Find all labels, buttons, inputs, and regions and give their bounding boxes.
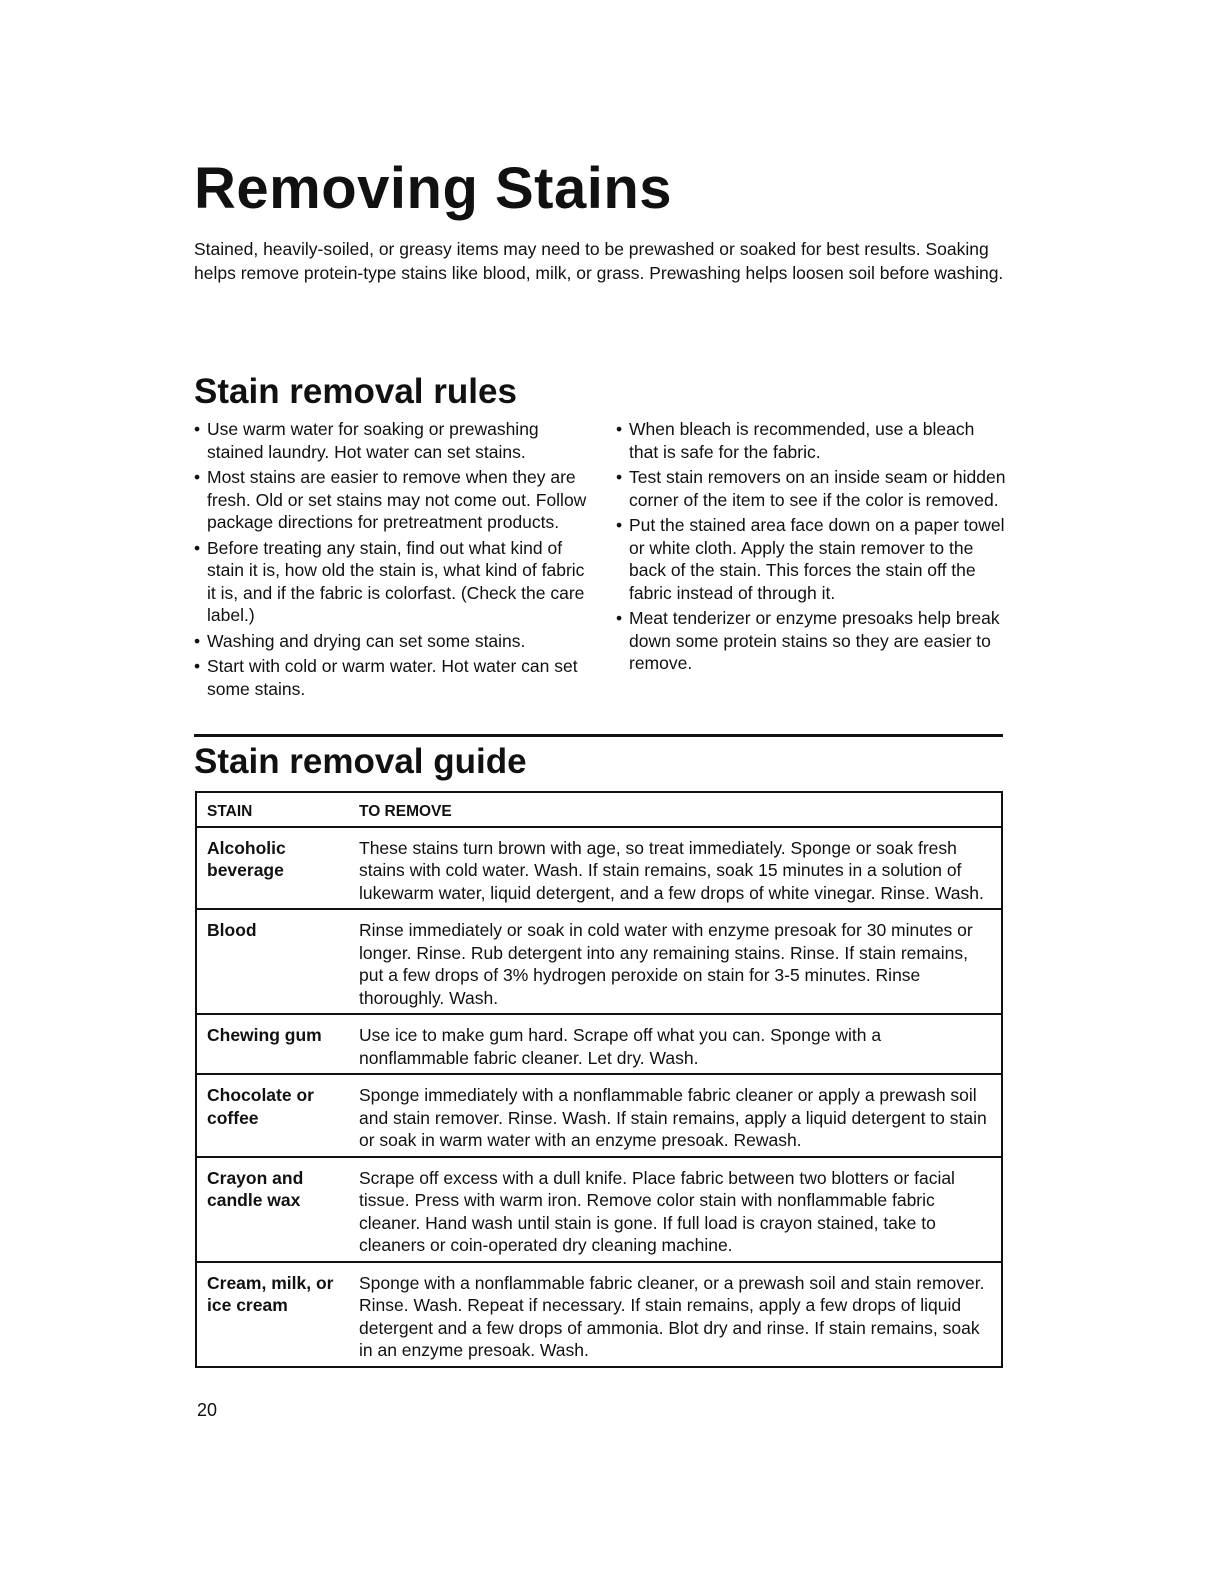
rules-left-list [194, 418, 594, 703]
bullet-icon: • [194, 537, 201, 558]
remove-cell: Use ice to make gum hard. Scrape off what you can. Sponge with a nonflammable fabric cleaner. Let dry. Wash. [353, 1014, 1002, 1074]
guide-heading: Stain removal guide [194, 742, 527, 781]
stain-guide-table [195, 791, 1003, 1368]
rules-right-list [616, 418, 1008, 678]
bullet-icon: • [616, 467, 623, 487]
list-item-text: Most stains are easier to remove when they are fresh. Old or set stains may not come out. Follow package directions for pretreatment products. [207, 467, 587, 532]
table-row [196, 909, 1002, 1014]
rules-heading: Stain removal rules [194, 372, 517, 411]
list-item [616, 466, 1008, 511]
stain-cell: Cream, milk, or ice cream [196, 1262, 353, 1367]
table-row [196, 1262, 1002, 1367]
remove-cell: Sponge immediately with a nonflammable fabric cleaner or apply a prewash soil and stain remover. Rinse. Wash. If stain remains, apply a liquid detergent to stain or soak in warm water with an enzyme presoak. Rewash. [353, 1074, 1002, 1157]
remove-cell: These stains turn brown with age, so treat immediately. Sponge or soak fresh stains with cold water. Wash. If stain remains, soak 15 minutes in a solution of lukewarm water, liquid detergent, and a few drops of white vinegar. Rinse. Wash. [353, 827, 1002, 910]
column-header-to-remove: TO REMOVE [353, 792, 1002, 827]
list-item [616, 607, 1008, 675]
list-item [194, 537, 594, 627]
table-row [196, 1157, 1002, 1262]
list-item-text: Test stain removers on an inside seam or hidden corner of the item to see if the color is removed. [629, 467, 1006, 510]
bullet-icon: • [616, 419, 623, 439]
stain-cell: Alcoholic beverage [196, 827, 353, 910]
list-item-text: Start with cold or warm water. Hot water can set some stains. [207, 656, 578, 699]
page-number: 20 [197, 1400, 218, 1420]
list-item [616, 514, 1008, 604]
stain-cell: Blood [196, 909, 353, 1014]
list-item-text: Meat tenderizer or enzyme presoaks help break down some protein stains so they are easier to remove. [629, 608, 1000, 673]
table-header-row [196, 792, 1002, 827]
bullet-icon: • [616, 608, 623, 628]
list-item-text: Use warm water for soaking or prewashing stained laundry. Hot water can set stains. [207, 419, 539, 462]
list-item [194, 655, 594, 700]
stain-cell: Chocolate or coffee [196, 1074, 353, 1157]
bullet-icon: • [616, 515, 623, 535]
list-item-text: When bleach is recommended, use a bleach that is safe for the fabric. [629, 419, 975, 462]
list-item [194, 466, 594, 534]
column-header-stain: STAIN [196, 792, 353, 827]
page-title: Removing Stains [194, 156, 673, 221]
bullet-icon: • [194, 419, 201, 439]
list-item [194, 418, 594, 463]
bullet-icon: • [194, 630, 201, 651]
list-item [616, 418, 1008, 463]
list-item-text: Before treating any stain, find out what kind of stain it is, how old the stain is, what kind of fabric it is, and if the fabric is colorfast. (Check the care label.) [207, 537, 585, 625]
table-row [196, 1014, 1002, 1074]
bullet-icon: • [194, 656, 201, 676]
stain-cell: Crayon and candle wax [196, 1157, 353, 1262]
list-item-text: Washing and drying can set some stains. [207, 630, 526, 651]
stain-cell: Chewing gum [196, 1014, 353, 1074]
remove-cell: Scrape off excess with a dull knife. Place fabric between two blotters or facial tissue. Press with warm iron. Remove color stain with nonflammable fabric cleaner. Hand wash until stain is gone. If full load is crayon stained, take to cleaners or coin-operated dry cleaning machine. [353, 1157, 1002, 1262]
list-item [194, 630, 594, 653]
remove-cell: Sponge with a nonflammable fabric cleaner, or a prewash soil and stain remover. Rinse. Wash. Repeat if necessary. If stain remains, apply a few drops of liquid detergent and a few drops of ammonia. Blot dry and rinse. If stain remains, soak in an enzyme presoak. Wash. [353, 1262, 1002, 1367]
section-divider [194, 734, 1003, 737]
table-row [196, 1074, 1002, 1157]
intro-paragraph: Stained, heavily-soiled, or greasy items may need to be prewashed or soaked for best results. Soaking helps remove protein-type stains like blood, milk, or grass. Prewashing helps loosen soil before washing. [194, 239, 1004, 283]
table-row [196, 827, 1002, 910]
list-item-text: Put the stained area face down on a paper towel or white cloth. Apply the stain remover to the back of the stain. This forces the stain off the fabric instead of through it. [629, 515, 1005, 603]
bullet-icon: • [194, 467, 201, 487]
remove-cell: Rinse immediately or soak in cold water with enzyme presoak for 30 minutes or longer. Rinse. Rub detergent into any remaining stains. Rinse. If stain remains, put a few drops of 3% hydrogen peroxide on stain for 3-5 minutes. Rinse thoroughly. Wash. [353, 909, 1002, 1014]
